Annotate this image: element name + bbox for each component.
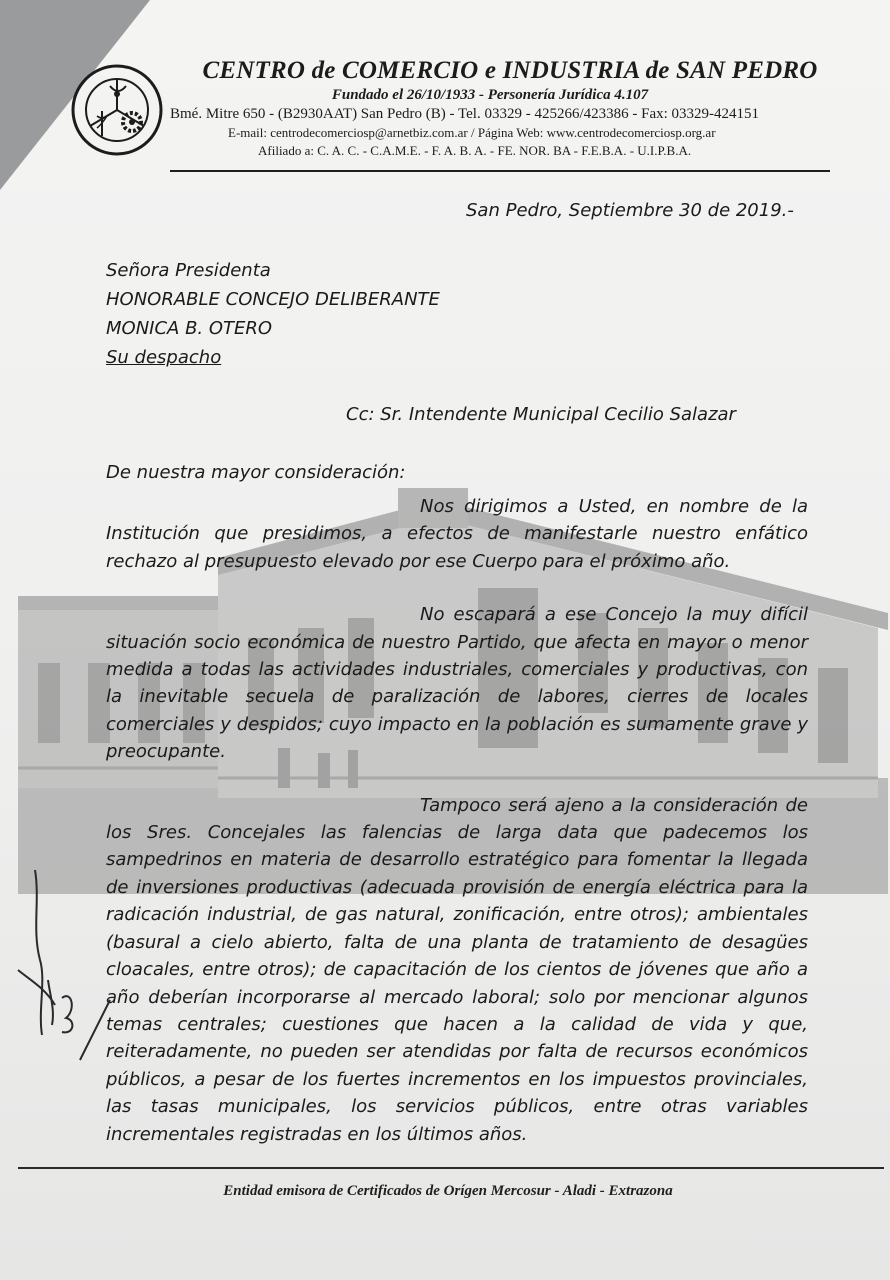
addressee-line-2: HONORABLE CONCEJO DELIBERANTE: [106, 289, 440, 310]
body-paragraph-3: Tampoco será ajeno a la consideración de los Sres. Concejales las falencias de larga data que padecemos los sampedrinos en materia de desarrollo estratégico para fomentar la llegada de inversiones productivas (adecuada provisión de energía eléctrica para la radicación industrial, de gas natural, zonificación, entre otros); ambientales (basural a cielo abierto, falta de una planta de tratamiento de desagües cloacales, entre otros); de capacitación de los cientos de jóvenes que año a año deberían incorporarse al mercado laboral; solo por mencionar algunos temas centrales; cuestiones que hacen a la calidad de vida y que, reiteradamente, no pueden ser atendidas por falta de recursos económicos públicos, a pesar de los fuertes incrementos en los impuestos provinciales, las tasas municipales, los servicios públicos, entre otras variables incrementales registradas en los últimos años.: [106, 794, 808, 1145]
founding-info: Fundado el 26/10/1933 - Personería Jurídica 4.107: [331, 87, 649, 103]
organization-title: CENTRO de COMERCIO e INDUSTRIA de SAN PEDRO: [202, 57, 818, 84]
address-line: Bmé. Mitre 650 - (B2930AAT) San Pedro (B) - Tel. 03329 - 425266/423386 - Fax: 03329-424151: [170, 106, 760, 122]
addressee-block: [106, 256, 440, 372]
letter-body: [106, 493, 808, 1148]
caduceus-gear-seal-icon: [70, 56, 164, 164]
affiliation-line: Afiliado a: C. A. C. - C.A.M.E. - F. A. B. A. - FE. NOR. BA - F.E.B.A. - U.I.P.B.A.: [258, 143, 692, 158]
handwritten-signature: [10, 860, 130, 1080]
letterhead: [170, 56, 850, 160]
footer-divider: [18, 1167, 884, 1169]
letterhead-divider: [170, 170, 830, 172]
addressee-line-1: Señora Presidenta: [106, 260, 271, 281]
contact-line: E-mail: centrodecomerciosp@arnetbiz.com.ar / Página Web: www.centrodecomerciosp.org.ar: [228, 125, 716, 140]
footer-text: Entidad emisora de Certificados de Orígen Mercosur - Aladi - Extrazona: [223, 1183, 673, 1199]
body-paragraph-1: Nos dirigimos a Usted, en nombre de la Institución que presidimos, a efectos de manifestarle nuestro enfático rechazo al presupuesto elevado por ese Cuerpo para el próximo año.: [106, 496, 808, 572]
body-paragraph-2: No escapará a ese Concejo la muy difícil situación socio económica de nuestro Partido, que afecta en mayor o menor medida a todas las actividades industriales, comerciales y productivas, con la inevitable secuela de paralización de labores, cierres de locales comerciales y despidos; cuyo impacto en la población es sumamente grave y preocupante.: [106, 604, 808, 763]
addressee-line-4: Su despacho: [106, 347, 222, 368]
letter-date: San Pedro, Septiembre 30 de 2019.-: [466, 200, 794, 221]
cc-line: Cc: Sr. Intendente Municipal Cecilio Salazar: [346, 404, 736, 425]
addressee-line-3: MONICA B. OTERO: [106, 318, 273, 339]
salutation: De nuestra mayor consideración:: [106, 462, 406, 483]
